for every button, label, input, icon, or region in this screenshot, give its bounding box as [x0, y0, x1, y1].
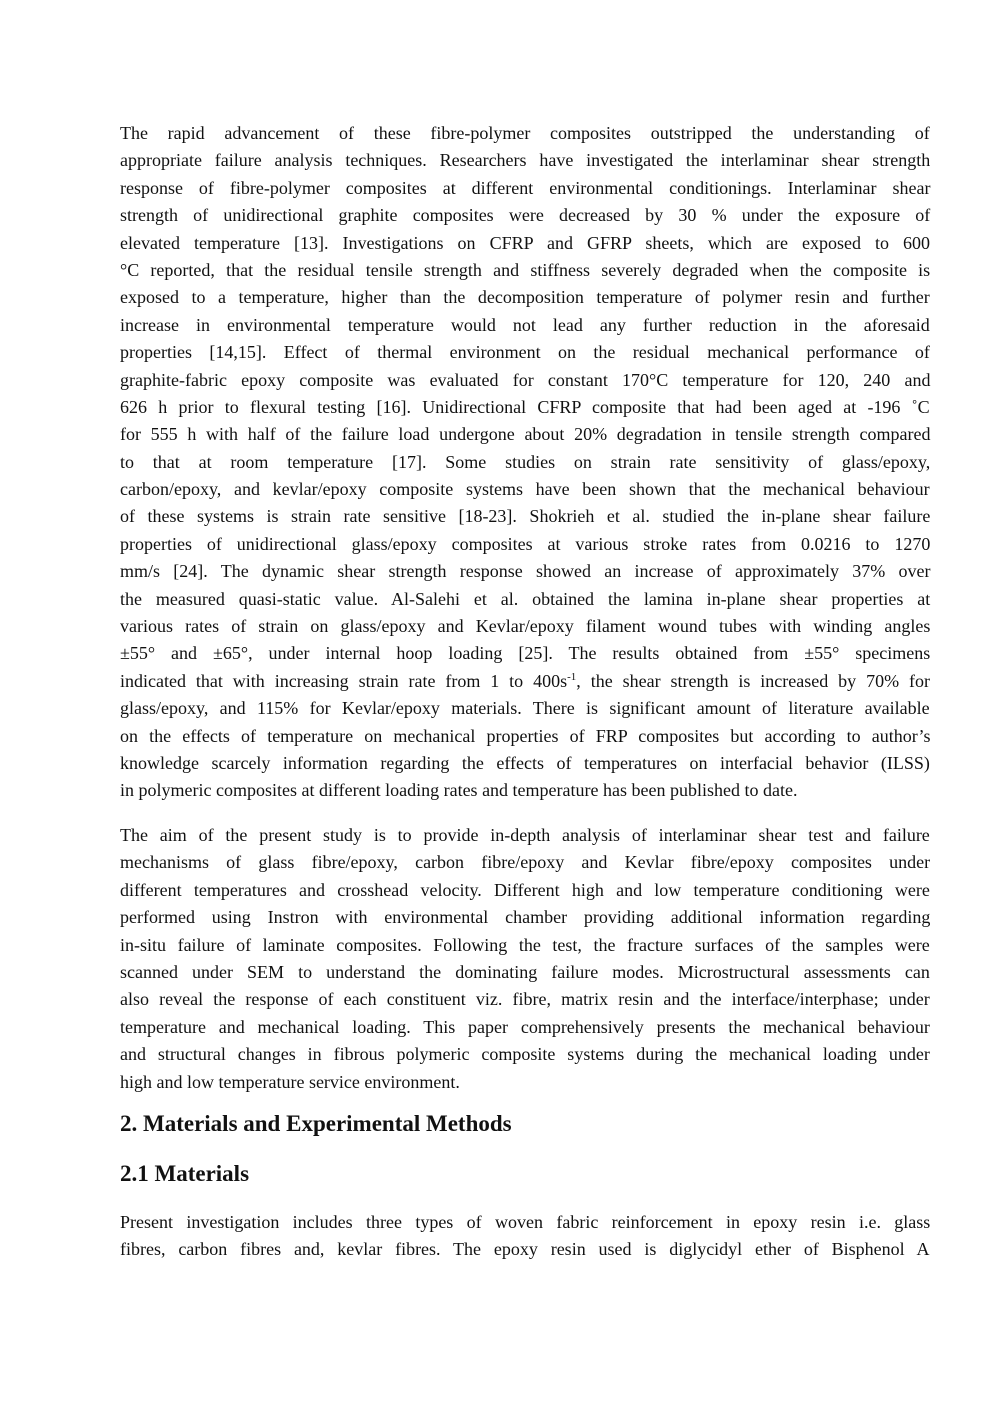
text-line: temperature and mechanical loading. This paper comprehensively presents the mechanical behaviour	[120, 1016, 930, 1037]
paragraph-study-aim	[120, 822, 930, 1096]
text-line: different temperatures and crosshead velocity. Different high and low temperature conditioning were	[120, 879, 930, 900]
text-line: strength of unidirectional graphite composites were decreased by 30 % under the exposure of	[120, 205, 931, 226]
text-line: mm/s [24]. The dynamic shear strength response showed an increase of approximately 37% over	[120, 561, 931, 582]
text-line: The aim of the present study is to provide in-depth analysis of interlaminar shear test and failure	[120, 825, 930, 845]
text-line: and structural changes in fibrous polymeric composite systems during the mechanical loading under	[120, 1044, 930, 1065]
text-line: in polymeric composites at different loading rates and temperature has been published to date.	[120, 780, 798, 801]
text-line: graphite-fabric epoxy composite was evaluated for constant 170°C temperature for 120, 240 and	[120, 369, 931, 390]
text-line: various rates of strain on glass/epoxy and Kevlar/epoxy filament wound tubes with winding angles	[120, 616, 931, 637]
paragraph-materials	[120, 1209, 930, 1264]
text-line: appropriate failure analysis techniques. Researchers have investigated the interlaminar shear strength	[120, 150, 931, 171]
text-line: carbon/epoxy, and kevlar/epoxy composite systems have been shown that the mechanical behaviour	[120, 479, 930, 500]
text-line: 626 h prior to flexural testing [16]. Unidirectional CFRP composite that had been aged at -196 ˚C	[120, 396, 930, 417]
text-line: properties of unidirectional glass/epoxy composites at various stroke rates from 0.0216 to 1270	[120, 533, 931, 554]
text-line: the measured quasi-static value. Al-Salehi et al. obtained the lamina in-plane shear properties at	[120, 588, 931, 609]
text-line: for 555 h with half of the failure load undergone about 20% degradation in tensile strength compared	[120, 424, 931, 445]
text-line: mechanisms of glass fibre/epoxy, carbon fibre/epoxy and Kevlar fibre/epoxy composites under	[120, 852, 931, 873]
text-line: increase in environmental temperature would not lead any further reduction in the aforesaid	[120, 314, 930, 335]
text-line: to that at room temperature [17]. Some studies on strain rate sensitivity of glass/epoxy,	[120, 451, 931, 472]
text-line: The rapid advancement of these fibre-polymer composites outstripped the understanding of	[120, 123, 930, 143]
text-line: elevated temperature [13]. Investigations on CFRP and GFRP sheets, which are exposed to 600	[120, 232, 931, 253]
section-heading: 2. Materials and Experimental Methods	[120, 1111, 512, 1136]
superscript-exponent: -1	[567, 670, 577, 683]
text-line: Present investigation includes three types of woven fabric reinforcement in epoxy resin i.e. glass	[120, 1212, 931, 1232]
text-fragment: indicated that with increasing strain rate from 1 to 400s	[120, 670, 568, 691]
text-line: properties [14,15]. Effect of thermal environment on the residual mechanical performance of	[120, 342, 930, 363]
text-line: ±55° and ±65°, under internal hoop loading [25]. The results obtained from ±55° specimens	[120, 643, 931, 664]
text-line: of these systems is strain rate sensitive [18-23]. Shokrieh et al. studied the in-plane shear failure	[120, 506, 931, 527]
text-line: knowledge scarcely information regarding the effects of temperatures on interfacial behavior (ILSS)	[120, 752, 930, 773]
text-line: scanned under SEM to understand the dominating failure modes. Microstructural assessments can	[120, 961, 930, 982]
text-line: response of fibre-polymer composites at different environmental conditionings. Interlaminar shear	[120, 177, 931, 198]
text-fragment: , the shear strength is increased by 70% for	[576, 670, 930, 691]
text-line: glass/epoxy, and 115% for Kevlar/epoxy materials. There is significant amount of literature available	[120, 698, 930, 719]
text-line: fibres, carbon fibres and, kevlar fibres. The epoxy resin used is diglycidyl ether of Bisphenol A	[120, 1239, 930, 1260]
subsection-heading: 2.1 Materials	[120, 1161, 250, 1186]
text-line-with-superscript	[120, 668, 930, 695]
text-line: performed using Instron with environmental chamber providing additional information regarding	[120, 907, 931, 928]
text-line: on the effects of temperature on mechanical properties of FRP composites but according to author’s	[120, 725, 931, 746]
text-line: in-situ failure of laminate composites. Following the test, the fracture surfaces of the samples were	[120, 934, 930, 955]
text-line: °C reported, that the residual tensile strength and stiffness severely degraded when the composite is	[120, 259, 931, 280]
text-line: exposed to a temperature, higher than the decomposition temperature of polymer resin and further	[120, 287, 930, 308]
text-line: also reveal the response of each constituent viz. fibre, matrix resin and the interface/interphase; under	[120, 989, 930, 1010]
paragraph-intro-literature	[120, 120, 930, 805]
text-line: high and low temperature service environment.	[120, 1071, 460, 1092]
